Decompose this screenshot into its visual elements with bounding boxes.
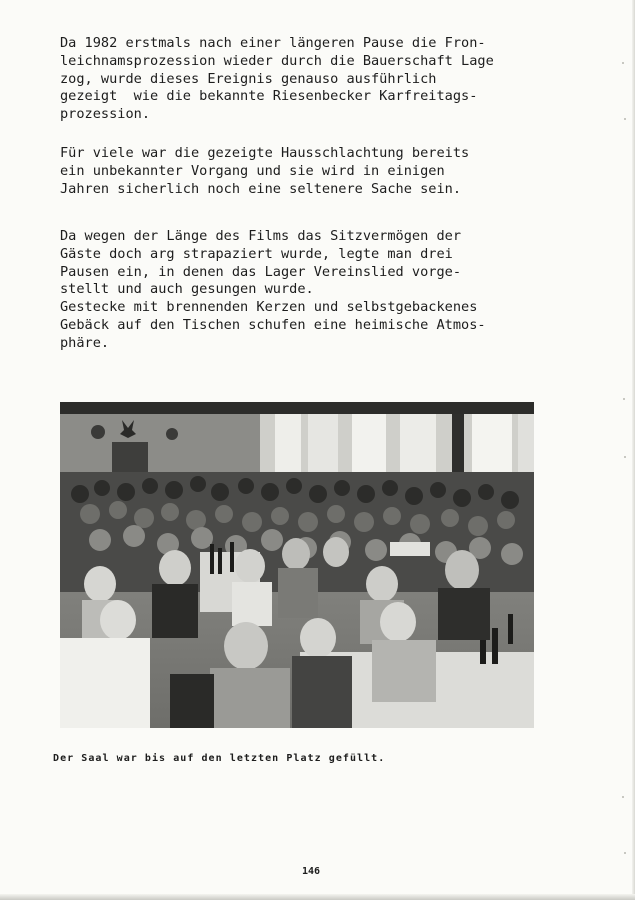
text-line: Da wegen der Länge des Films das Sitzvermögen der xyxy=(60,228,462,244)
figure-caption: Der Saal war bis auf den letzten Platz gefüllt. xyxy=(53,753,386,764)
photo-illustration xyxy=(60,402,534,728)
text-line: Da 1982 erstmals nach einer längeren Pause die Fron- xyxy=(60,35,486,51)
paragraph-fronleichnam xyxy=(60,35,560,124)
page-number: 146 xyxy=(302,866,321,877)
text-line: Pausen ein, in denen das Lager Vereinslied vorge- xyxy=(60,263,462,280)
paper-speck xyxy=(622,796,624,798)
text-line: Für viele war die gezeigte Hausschlachtung bereits xyxy=(60,145,470,161)
text-line: Gäste doch arg strapaziert wurde, legte man drei xyxy=(60,245,453,262)
page-edge-bottom xyxy=(0,894,635,900)
text-line: leichnamsprozession wieder durch die Bauerschaft Lage xyxy=(60,52,494,69)
paper-speck xyxy=(624,118,626,120)
paper-speck xyxy=(623,398,625,400)
text-line: Jahren sicherlich noch eine seltenere Sache sein. xyxy=(60,180,462,197)
text-line: zog, wurde dieses Ereignis genauso ausführlich xyxy=(60,70,437,87)
text-line: gezeigt wie die bekannte Riesenbecker Karfreitags- xyxy=(60,88,478,105)
paragraph-pausen xyxy=(60,228,560,353)
text-line: Gebäck auf den Tischen schufen eine heimische Atmos- xyxy=(60,316,486,333)
paper-speck xyxy=(624,456,626,458)
text-line: ein unbekannter Vorgang und sie wird in einigen xyxy=(60,162,445,179)
paper-speck xyxy=(622,62,624,64)
paragraph-hausschlachtung xyxy=(60,145,560,198)
paper-speck xyxy=(624,852,626,854)
text-line: stellt und auch gesungen wurde. xyxy=(60,281,314,298)
hall-audience-photo xyxy=(60,402,534,728)
text-line: Gestecke mit brennenden Kerzen und selbstgebackenes xyxy=(60,299,478,316)
text-line: prozession. xyxy=(60,106,151,123)
text-line: phäre. xyxy=(60,334,110,351)
